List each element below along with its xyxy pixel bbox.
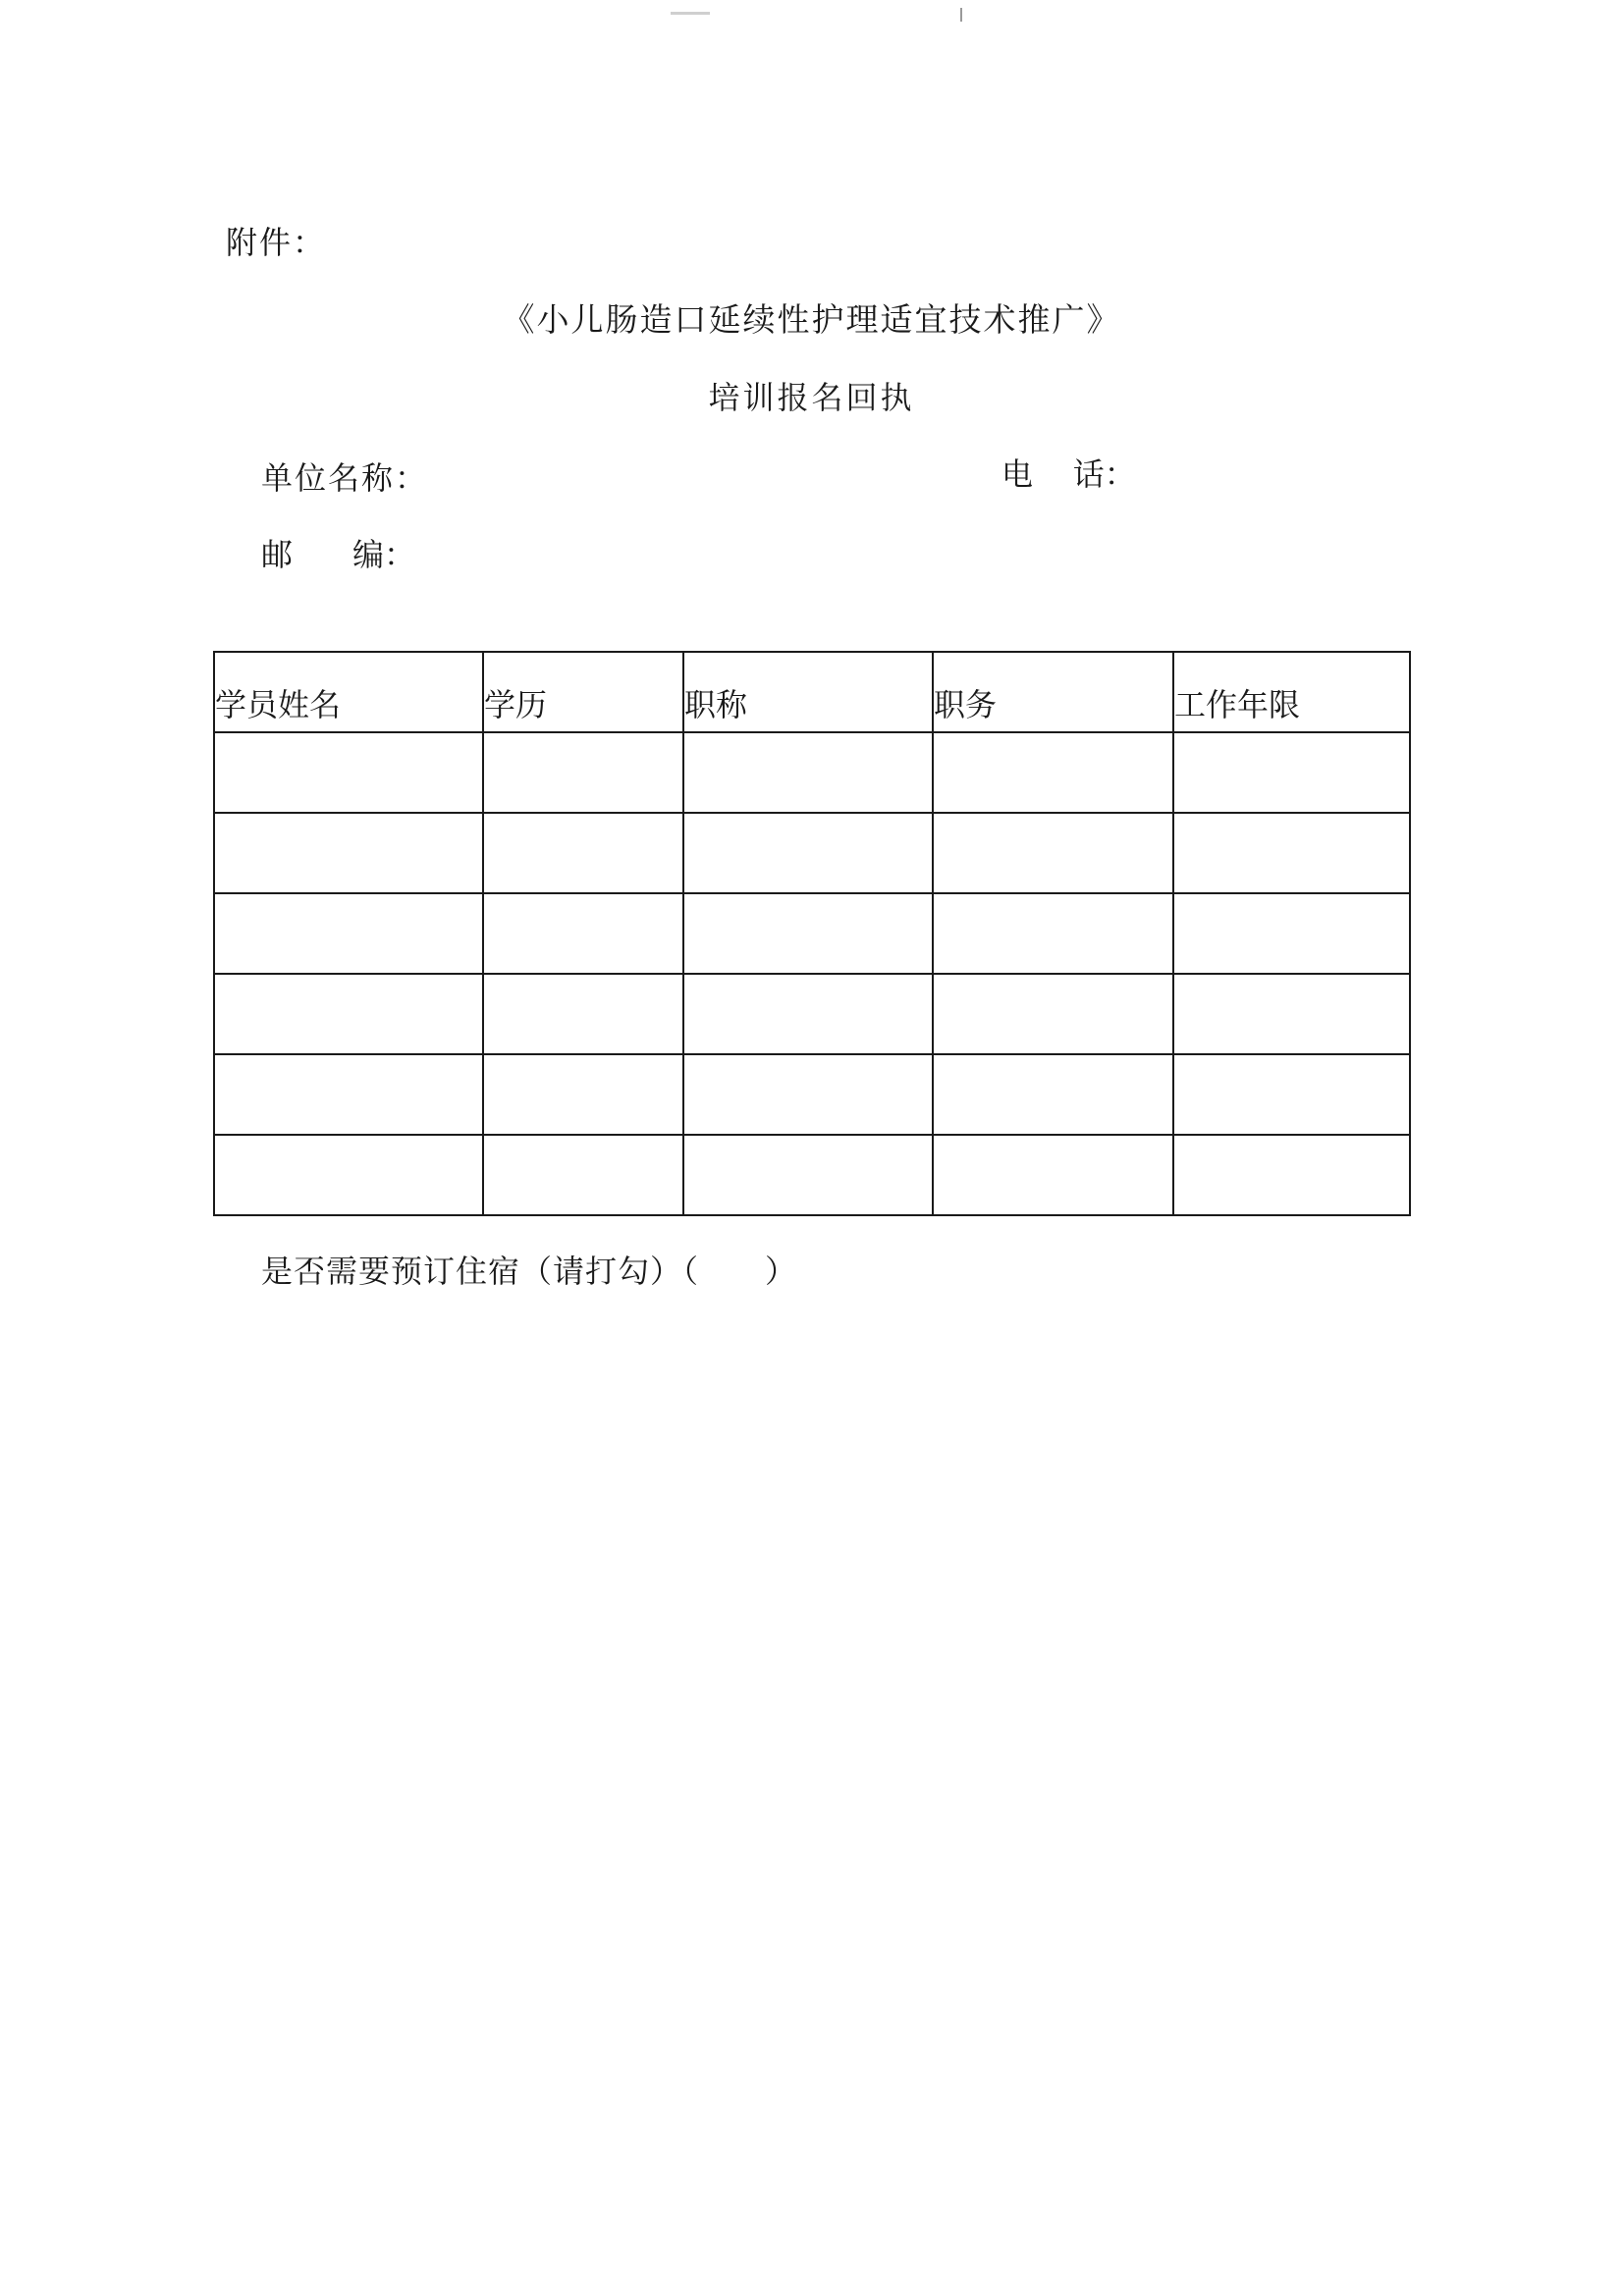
table-header-row [214, 652, 1410, 732]
table-cell [214, 813, 483, 893]
document-title: 《小儿肠造口延续性护理适宜技术推广》 [502, 300, 1121, 339]
table-cell [1173, 893, 1410, 974]
phone-field: 电 话： [1001, 455, 1136, 493]
table-cell [214, 1054, 483, 1135]
table-cell [483, 732, 683, 813]
table-cell [1173, 974, 1410, 1054]
scan-artifact [960, 8, 962, 22]
table-cell [483, 974, 683, 1054]
header-trainee-name: 学员姓名 [214, 652, 483, 732]
attachment-label: 附件： [226, 224, 327, 261]
registration-table [213, 651, 1411, 1216]
postal-code-field: 邮 编： [261, 536, 416, 573]
table-cell [214, 1135, 483, 1215]
table-cell [933, 1054, 1173, 1135]
table-row [214, 1054, 1410, 1135]
header-education: 学历 [483, 652, 683, 732]
table-cell [214, 893, 483, 974]
table-cell [933, 1135, 1173, 1215]
table-row [214, 974, 1410, 1054]
table-cell [1173, 1054, 1410, 1135]
table-cell [483, 1054, 683, 1135]
table-cell [214, 974, 483, 1054]
table-cell [683, 974, 933, 1054]
table-row [214, 1135, 1410, 1215]
table-cell [483, 893, 683, 974]
table-cell [933, 732, 1173, 813]
table-cell [214, 732, 483, 813]
unit-name-field: 单位名称： [261, 459, 429, 497]
table-cell [483, 1135, 683, 1215]
table-cell [933, 813, 1173, 893]
header-professional-title: 职称 [683, 652, 933, 732]
table-cell [683, 813, 933, 893]
header-position: 职务 [933, 652, 1173, 732]
table-cell [683, 1135, 933, 1215]
table-row [214, 893, 1410, 974]
table-cell [483, 813, 683, 893]
document-subtitle: 培训报名回执 [708, 379, 915, 416]
table-cell [1173, 1135, 1410, 1215]
table-cell [1173, 813, 1410, 893]
header-work-years: 工作年限 [1173, 652, 1410, 732]
table-row [214, 732, 1410, 813]
table-cell [683, 1054, 933, 1135]
table-cell [683, 732, 933, 813]
accommodation-question: 是否需要预订住宿（请打勾）（ ） [261, 1253, 798, 1290]
table-cell [1173, 732, 1410, 813]
table-cell [933, 974, 1173, 1054]
table-cell [933, 893, 1173, 974]
table-cell [683, 893, 933, 974]
scan-artifact [671, 12, 710, 15]
table-row [214, 813, 1410, 893]
